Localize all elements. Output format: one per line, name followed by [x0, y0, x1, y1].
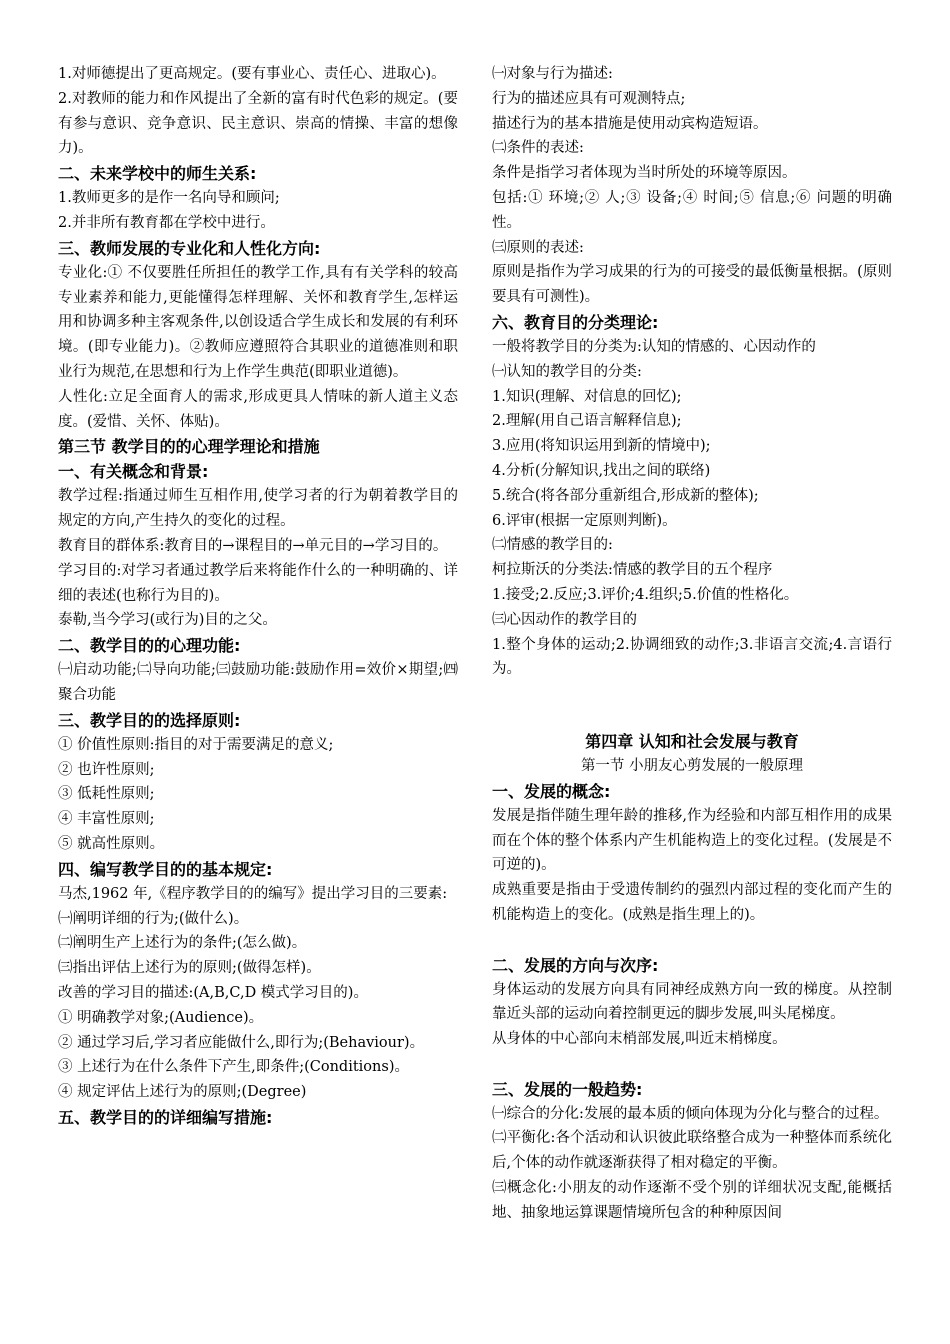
paragraph: 3.应用(将知识运用到新的情境中);: [492, 438, 711, 455]
paragraph: 一般将教学目的分类为:认知的情感的、心因动作的: [492, 338, 816, 355]
section-heading: 三、发展的一般趋势:: [492, 1079, 643, 1099]
paragraph: ㈡条件的表述:: [492, 140, 584, 157]
paragraph: ㈢原则的表述:: [492, 239, 584, 256]
paragraph: 描述行为的基本措施是使用动宾构造短语。: [492, 115, 768, 132]
section-heading: 二、未来学校中的师生关系:: [58, 164, 257, 184]
paragraph: ㈠对象与行为描述:: [492, 66, 613, 82]
section-heading: 三、教师发展的专业化和人性化方向:: [58, 238, 321, 258]
paragraph: 2.对教师的能力和作风提出了全新的富有时代色彩的规定。(要有参与意识、竞争意识、民主意识、崇高的情操、丰富的想像力)。: [58, 90, 458, 157]
paragraph: ㈡平衡化:各个活动和认识彼此联络整合成为一种整体而系统化后,个体的动作就逐渐获得了相对稳定的平衡。: [492, 1130, 892, 1172]
paragraph: ① 明确教学对象;(Audience)。: [58, 1009, 264, 1026]
paragraph: ㈠启动功能;㈡导向功能;㈢鼓励功能:鼓励作用=效价×期望;㈣聚合功能: [58, 662, 458, 703]
paragraph: 1.对师德提出了更高规定。(要有事业心、责任心、进取心)。: [58, 66, 446, 82]
paragraph: 6.评审(根据一定原则判断)。: [492, 512, 677, 529]
paragraph: ㈢指出评估上述行为的原则;(做得怎样)。: [58, 960, 321, 977]
paragraph: 包括:① 环境;② 人;③ 设备;④ 时间;⑤ 信息;⑥ 问题的明确性。: [492, 189, 892, 231]
paragraph: 5.统合(将各部分重新组合,形成新的整体);: [492, 487, 759, 504]
paragraph: ③ 上述行为在什么条件下产生,即条件;(Conditions)。: [58, 1059, 409, 1076]
paragraph: 条件是指学习者体现为当时所处的环境等原因。: [492, 165, 797, 182]
spacer: [492, 1052, 892, 1077]
section-heading: 第三节 教学目的的心理学理论和措施: [58, 437, 320, 457]
paragraph: 马杰,1962 年,《程序教学目的的编写》提出学习目的三要素:: [58, 885, 448, 902]
paragraph: 泰勒,当今学习(或行为)目的之父。: [58, 612, 277, 629]
right-column: [492, 62, 892, 1226]
paragraph: ① 价值性原则:指目的对于需要满足的意义;: [58, 736, 334, 753]
paragraph: ㈠综合的分化:发展的最本质的倾向体现为分化与整合的过程。: [492, 1105, 889, 1122]
paragraph: ㈡情感的教学目的:: [492, 537, 613, 554]
section-heading: 五、教学目的的详细编写措施:: [58, 1107, 273, 1127]
paragraph: ② 也许性原则;: [58, 761, 155, 778]
chapter-title: 第四章 认知和社会发展与教育: [585, 731, 799, 751]
paragraph: ㈢心因动作的教学目的: [492, 611, 637, 628]
section-heading: 六、教育目的分类理论:: [492, 312, 659, 332]
section-subtitle: 第一节 小朋友心剪发展的一般原理: [580, 757, 804, 774]
paragraph: 发展是指伴随生理年龄的推移,作为经验和内部互相作用的成果而在个体的整个体系内产生机能构造上的变化过程。(发展是不可逆的)。: [492, 807, 892, 874]
paragraph: 身体运动的发展方向具有同神经成熟方向一致的梯度。从控制靠近头部的运动向着控制更远的脚步发展,叫头尾梯度。: [492, 981, 892, 1023]
paragraph: 柯拉斯沃的分类法:情感的教学目的五个程序: [492, 562, 773, 579]
paragraph: 2.并非所有教育都在学校中进行。: [58, 214, 275, 231]
paragraph: ④ 丰富性原则;: [58, 811, 155, 828]
paragraph: ② 通过学习后,学习者应能做什么,即行为;(Behaviour)。: [58, 1034, 425, 1051]
spacer: [492, 707, 892, 729]
paragraph: 人性化:立足全面育人的需求,形成更具人情味的新人道主义态度。(爱惜、关怀、体贴)。: [58, 388, 458, 430]
spacer: [492, 682, 892, 707]
paragraph: 1.整个身体的运动;2.协调细致的动作;3.非语言交流;4.言语行为。: [492, 636, 892, 678]
paragraph: 1.知识(理解、对信息的回忆);: [492, 388, 682, 405]
paragraph: 4.分析(分解知识,找出之间的联络): [492, 462, 711, 479]
paragraph: 学习目的:对学习者通过教学后来将能作什么的一种明确的、详细的表述(也称行为目的)。: [58, 562, 458, 604]
section-heading: 一、有关概念和背景:: [58, 462, 209, 482]
left-column: [58, 62, 458, 1130]
section-heading: 一、发展的概念:: [492, 781, 611, 801]
paragraph: 成熟重要是指由于受遗传制约的强烈内部过程的变化而产生的机能构造上的变化。(成熟是指生理上的)。: [492, 882, 892, 923]
paragraph: ③ 低耗性原则;: [58, 786, 155, 803]
paragraph: 1.接受;2.反应;3.评价;4.组织;5.价值的性格化。: [492, 586, 799, 603]
section-heading: 四、编写教学目的的基本规定:: [58, 859, 273, 879]
paragraph: 专业化:① 不仅要胜任所担任的教学工作,具有有关学科的较高专业素养和能力,更能懂得怎样理解、关怀和教育学生,怎样运用和协调多种主客观条件,以创设适合学生成长和发展的有利环境。(即专业能力)。②教师应遵照符合其职业的道德准则和职业行为规范,在思想和行为上作学生典范(即职业道德)。: [58, 264, 458, 380]
paragraph: 改善的学习目的描述:(A,B,C,D 模式学习目的)。: [58, 984, 368, 1001]
paragraph: 行为的描述应具有可观测特点;: [492, 90, 686, 107]
paragraph: ㈠阐明详细的行为;(做什么)。: [58, 910, 249, 927]
section-heading: 二、发展的方向与次序:: [492, 955, 659, 975]
spacer: [492, 928, 892, 953]
paragraph: 2.理解(用自己语言解释信息);: [492, 413, 682, 430]
section-heading: 二、教学目的的心理功能:: [58, 636, 241, 656]
paragraph: ㈠认知的教学目的分类:: [492, 363, 642, 380]
section-heading: 三、教学目的的选择原则:: [58, 710, 241, 730]
paragraph: ㈢概念化:小朋友的动作逐渐不受个别的详细状况支配,能概括地、抽象地运算课题情境所包含的种种原因间: [492, 1180, 892, 1221]
paragraph: 1.教师更多的是作一名向导和顾问;: [58, 190, 280, 207]
paragraph: 教学过程:指通过师生互相作用,使学习者的行为朝着教学目的规定的方向,产生持久的变化的过程。: [58, 488, 458, 530]
paragraph: ⑤ 就高性原则。: [58, 835, 165, 852]
paragraph: 原则是指作为学习成果的行为的可接受的最低衡量根据。(原则要具有可测性)。: [492, 264, 892, 306]
paragraph: 教育目的群体系:教育目的→课程目的→单元目的→学习目的。: [58, 537, 448, 554]
paragraph: ④ 规定评估上述行为的原则;(Degree): [58, 1084, 307, 1101]
paragraph: 从身体的中心部向末梢部发展,叫近末梢梯度。: [492, 1031, 787, 1048]
paragraph: ㈡阐明生产上述行为的条件;(怎么做)。: [58, 935, 307, 952]
